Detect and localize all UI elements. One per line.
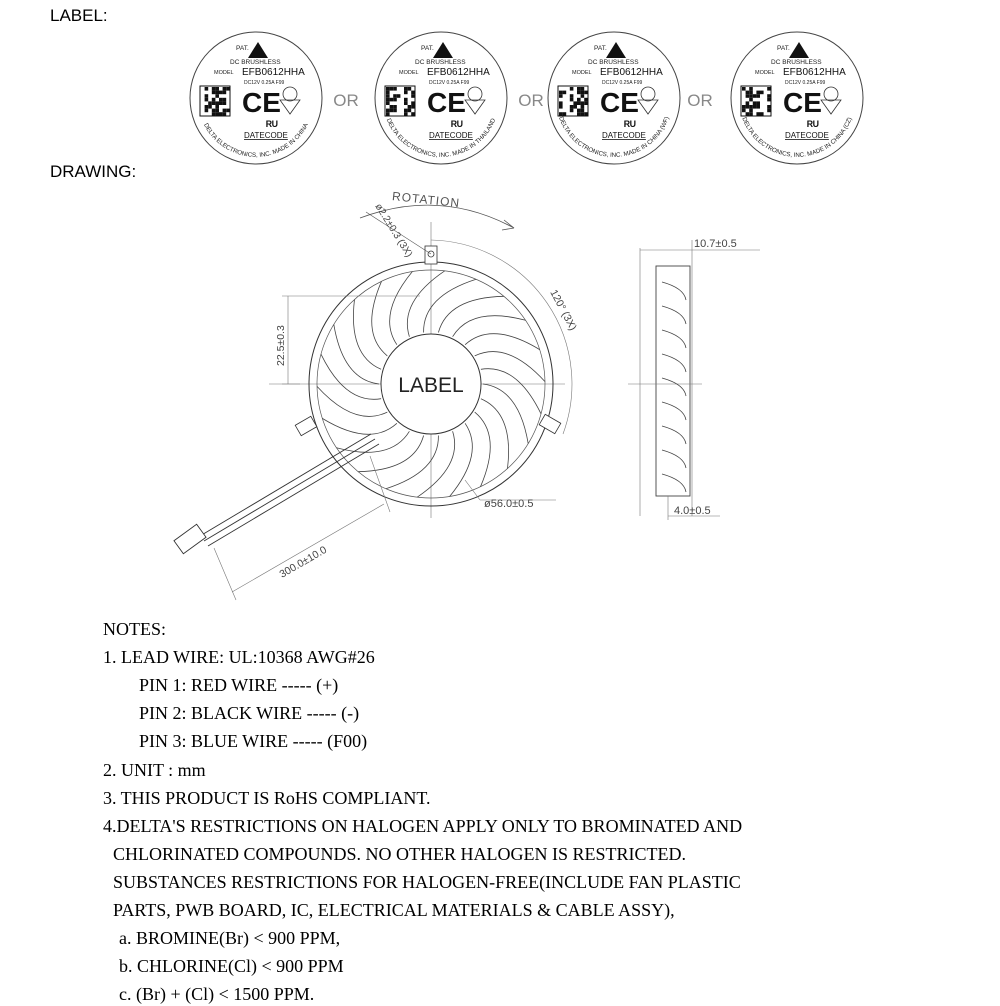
or-separator: OR bbox=[687, 91, 713, 110]
qr-module bbox=[563, 112, 567, 116]
label-section-title: LABEL: bbox=[50, 6, 108, 25]
dim-leader bbox=[465, 480, 480, 500]
wire-connector bbox=[174, 524, 206, 553]
qr-module bbox=[749, 98, 753, 102]
qr-module bbox=[749, 94, 753, 98]
label-model-prefix: MODEL bbox=[214, 70, 234, 76]
qr-module bbox=[573, 105, 577, 109]
label-variant bbox=[548, 32, 713, 164]
qr-module bbox=[746, 91, 750, 95]
label-rating: DC12V 0.25A F99 bbox=[244, 80, 285, 86]
qr-module bbox=[223, 101, 227, 105]
label-rating: DC12V 0.25A F99 bbox=[785, 80, 826, 86]
side-frame bbox=[656, 266, 690, 496]
qr-module bbox=[563, 91, 567, 95]
label-pat: PAT. bbox=[594, 45, 607, 52]
qr-module bbox=[584, 101, 588, 105]
qr-module bbox=[411, 112, 415, 116]
tuv-mark-icon bbox=[638, 100, 658, 114]
qr-module bbox=[205, 109, 209, 113]
lead-wire bbox=[200, 434, 371, 536]
qr-module bbox=[215, 94, 219, 98]
qr-module bbox=[219, 98, 223, 102]
qr-code-icon bbox=[385, 86, 415, 116]
qr-module bbox=[767, 98, 771, 102]
qr-module bbox=[559, 91, 563, 95]
note-line: 4.DELTA'S RESTRICTIONS ON HALOGEN APPLY ONLY TO BROMINATED AND bbox=[103, 816, 743, 836]
fan-blade bbox=[386, 436, 439, 489]
qr-code-icon bbox=[200, 86, 230, 116]
ce-mark-icon: CE bbox=[783, 87, 822, 118]
rotation-label: ROTATION bbox=[391, 189, 461, 211]
fan-blade bbox=[481, 399, 509, 469]
qr-module bbox=[584, 91, 588, 95]
qr-module bbox=[215, 91, 219, 95]
qr-module bbox=[408, 87, 412, 91]
label-type: DC BRUSHLESS bbox=[588, 59, 639, 66]
qr-module bbox=[404, 87, 408, 91]
qr-module bbox=[559, 94, 563, 98]
qr-module bbox=[215, 112, 219, 116]
qr-module bbox=[760, 91, 764, 95]
qr-module bbox=[386, 112, 390, 116]
label-datecode: DATECODE bbox=[244, 131, 288, 140]
diameter-dim-label: ø56.0±0.5 bbox=[484, 498, 534, 510]
qr-module bbox=[767, 109, 771, 113]
qr-module bbox=[205, 87, 209, 91]
note-line: 2. UNIT : mm bbox=[103, 760, 206, 780]
qr-module bbox=[577, 87, 581, 91]
qr-module bbox=[742, 109, 746, 113]
qr-module bbox=[215, 87, 219, 91]
qr-module bbox=[411, 105, 415, 109]
qr-module bbox=[760, 112, 764, 116]
vde-mark-icon bbox=[468, 87, 482, 101]
qr-code-icon bbox=[741, 86, 771, 116]
fan-blade bbox=[358, 436, 423, 472]
note-line: PARTS, PWB BOARD, IC, ELECTRICAL MATERIALS & CABLE ASSY), bbox=[113, 900, 675, 920]
qr-module bbox=[386, 94, 390, 98]
qr-module bbox=[390, 109, 394, 113]
ul-mark-icon: ᴿᵁ bbox=[624, 118, 636, 133]
ce-mark-icon: CE bbox=[600, 87, 639, 118]
qr-module bbox=[573, 101, 577, 105]
label-model-prefix: MODEL bbox=[399, 70, 419, 76]
note-line: CHLORINATED COMPOUNDS. NO OTHER HALOGEN IS RESTRICTED. bbox=[113, 844, 687, 864]
qr-module bbox=[411, 91, 415, 95]
label-variant bbox=[375, 32, 544, 164]
qr-module bbox=[570, 94, 574, 98]
tuv-mark-icon bbox=[465, 100, 485, 114]
dim-ext-line bbox=[370, 456, 390, 512]
qr-module bbox=[753, 105, 757, 109]
qr-module bbox=[756, 101, 760, 105]
tuv-mark-icon bbox=[280, 100, 300, 114]
qr-module bbox=[756, 112, 760, 116]
thickness-dim-label: 10.7±0.5 bbox=[694, 238, 737, 250]
fan-blade bbox=[475, 352, 545, 382]
note-line: a. BROMINE(Br) < 900 PPM, bbox=[119, 928, 341, 948]
qr-module bbox=[411, 94, 415, 98]
qr-module bbox=[223, 109, 227, 113]
qr-module bbox=[404, 91, 408, 95]
qr-module bbox=[223, 91, 227, 95]
vde-mark-icon bbox=[824, 87, 838, 101]
note-line: SUBSTANCES RESTRICTIONS FOR HALOGEN-FREE(INCLUDE FAN PLASTIC bbox=[113, 872, 741, 892]
label-rating: DC12V 0.25A F99 bbox=[429, 80, 470, 86]
note-line: PIN 2: BLACK WIRE ----- (-) bbox=[139, 703, 360, 723]
fan-side-view bbox=[628, 238, 760, 520]
qr-module bbox=[746, 94, 750, 98]
ul-mark-icon: ᴿᵁ bbox=[807, 118, 819, 133]
fan-blade bbox=[417, 431, 454, 497]
fan-blade bbox=[465, 334, 540, 350]
label-model-prefix: MODEL bbox=[755, 70, 775, 76]
delta-logo-icon bbox=[433, 42, 453, 58]
qr-module bbox=[393, 87, 397, 91]
qr-code-icon bbox=[558, 86, 588, 116]
qr-module bbox=[756, 94, 760, 98]
lead-wire bbox=[208, 444, 379, 546]
qr-module bbox=[212, 98, 216, 102]
qr-module bbox=[393, 98, 397, 102]
delta-logo-icon bbox=[248, 42, 268, 58]
qr-module bbox=[226, 87, 230, 91]
qr-module bbox=[767, 105, 771, 109]
qr-module bbox=[756, 105, 760, 109]
qr-module bbox=[584, 98, 588, 102]
qr-module bbox=[408, 105, 412, 109]
label-origin-text: DELTA ELECTRONICS, INC. MADE IN CHINA (CZ) bbox=[740, 116, 854, 159]
qr-module bbox=[215, 101, 219, 105]
qr-module bbox=[577, 112, 581, 116]
or-separator: OR bbox=[333, 91, 359, 110]
qr-module bbox=[393, 109, 397, 113]
qr-module bbox=[581, 101, 585, 105]
fan-blade bbox=[372, 281, 388, 356]
qr-module bbox=[749, 112, 753, 116]
fan-front-view bbox=[174, 189, 579, 600]
qr-module bbox=[570, 98, 574, 102]
fan-blade bbox=[438, 296, 503, 332]
qr-module bbox=[223, 112, 227, 116]
label-variant bbox=[731, 32, 863, 164]
fan-blade bbox=[390, 272, 413, 345]
label-origin bbox=[202, 121, 310, 159]
qr-module bbox=[215, 105, 219, 109]
label-variants bbox=[190, 32, 863, 164]
qr-module bbox=[219, 91, 223, 95]
or-separator: OR bbox=[518, 91, 544, 110]
notes-title: NOTES: bbox=[103, 619, 166, 639]
fan-blade bbox=[317, 386, 387, 416]
qr-module bbox=[386, 101, 390, 105]
note-line: c. (Br) + (Cl) < 1500 PPM. bbox=[119, 984, 315, 1004]
qr-module bbox=[559, 112, 563, 116]
vde-mark-icon bbox=[641, 87, 655, 101]
qr-module bbox=[393, 94, 397, 98]
qr-module bbox=[581, 91, 585, 95]
qr-module bbox=[212, 109, 216, 113]
label-type: DC BRUSHLESS bbox=[230, 59, 281, 66]
label-datecode: DATECODE bbox=[429, 131, 473, 140]
offset-dim-label: 22.5±0.3 bbox=[275, 325, 287, 366]
qr-module bbox=[559, 101, 563, 105]
qr-module bbox=[205, 94, 209, 98]
qr-module bbox=[386, 109, 390, 113]
mount-tab bbox=[539, 414, 561, 433]
label-model: EFB0612HHA bbox=[242, 67, 305, 78]
qr-module bbox=[408, 109, 412, 113]
ce-mark-icon: CE bbox=[242, 87, 281, 118]
delta-logo-icon bbox=[789, 42, 809, 58]
tuv-mark-icon bbox=[821, 100, 841, 114]
qr-module bbox=[753, 94, 757, 98]
qr-module bbox=[411, 101, 415, 105]
label-rating: DC12V 0.25A F99 bbox=[602, 80, 643, 86]
ul-mark-icon: ᴿᵁ bbox=[266, 118, 278, 133]
wire-dim-label: 300.0±10.0 bbox=[277, 543, 329, 581]
fan-blade bbox=[321, 354, 381, 399]
qr-module bbox=[749, 91, 753, 95]
label-model: EFB0612HHA bbox=[427, 67, 490, 78]
qr-module bbox=[581, 109, 585, 113]
qr-module bbox=[570, 105, 574, 109]
hub-thickness-dim-label: 4.0±0.5 bbox=[674, 505, 711, 517]
qr-module bbox=[219, 101, 223, 105]
label-model: EFB0612HHA bbox=[783, 67, 846, 78]
label-model: EFB0612HHA bbox=[600, 67, 663, 78]
qr-module bbox=[208, 101, 212, 105]
qr-module bbox=[577, 91, 581, 95]
qr-module bbox=[404, 112, 408, 116]
qr-module bbox=[570, 87, 574, 91]
qr-module bbox=[219, 112, 223, 116]
qr-module bbox=[404, 98, 408, 102]
qr-module bbox=[581, 94, 585, 98]
fan-blade bbox=[483, 384, 528, 444]
qr-module bbox=[577, 101, 581, 105]
qr-module bbox=[393, 105, 397, 109]
qr-module bbox=[386, 91, 390, 95]
label-variant bbox=[190, 32, 359, 164]
qr-module bbox=[205, 98, 209, 102]
qr-module bbox=[208, 105, 212, 109]
delta-logo-icon bbox=[606, 42, 626, 58]
label-pat: PAT. bbox=[421, 45, 434, 52]
qr-module bbox=[584, 112, 588, 116]
label-type: DC BRUSHLESS bbox=[415, 59, 466, 66]
note-line: b. CHLORINE(Cl) < 900 PPM bbox=[119, 956, 344, 976]
label-datecode: DATECODE bbox=[602, 131, 646, 140]
fan-blade bbox=[407, 271, 444, 337]
mount-tab bbox=[425, 246, 437, 264]
fan-blade bbox=[424, 279, 477, 332]
ce-mark-icon: CE bbox=[427, 87, 466, 118]
qr-module bbox=[581, 105, 585, 109]
qr-module bbox=[404, 101, 408, 105]
qr-module bbox=[767, 94, 771, 98]
qr-module bbox=[215, 109, 219, 113]
note-line: 1. LEAD WIRE: UL:10368 AWG#26 bbox=[103, 647, 375, 667]
qr-module bbox=[746, 105, 750, 109]
qr-module bbox=[581, 87, 585, 91]
qr-module bbox=[212, 101, 216, 105]
qr-module bbox=[212, 112, 216, 116]
mount-tab bbox=[295, 416, 317, 435]
fan-blade bbox=[353, 299, 381, 369]
hole-dim-label: ø2.2±0.3 (3X) bbox=[372, 201, 415, 260]
qr-module bbox=[581, 112, 585, 116]
angle-dim-label: 120° (3X) bbox=[547, 287, 579, 333]
qr-module bbox=[749, 87, 753, 91]
note-line: PIN 3: BLUE WIRE ----- (F00) bbox=[139, 731, 368, 751]
label-origin-text: DELTA ELECTRONICS, INC. MADE IN CHINA bbox=[202, 122, 310, 159]
qr-module bbox=[559, 105, 563, 109]
vde-mark-icon bbox=[283, 87, 297, 101]
qr-module bbox=[212, 91, 216, 95]
qr-module bbox=[753, 101, 757, 105]
qr-module bbox=[386, 87, 390, 91]
qr-module bbox=[390, 105, 394, 109]
qr-module bbox=[390, 98, 394, 102]
label-datecode: DATECODE bbox=[785, 131, 829, 140]
fan-blade bbox=[322, 418, 397, 434]
qr-module bbox=[570, 109, 574, 113]
label-origin-text: DELTA ELECTRONICS, INC. MADE IN CHINA (WF) bbox=[557, 115, 671, 159]
qr-module bbox=[404, 109, 408, 113]
label-origin-text: DELTA ELECTRONICS, INC. MADE IN THAILAND bbox=[384, 117, 498, 159]
label-pat: PAT. bbox=[777, 45, 790, 52]
qr-module bbox=[226, 109, 230, 113]
qr-module bbox=[742, 87, 746, 91]
label-model-prefix: MODEL bbox=[572, 70, 592, 76]
label-pat: PAT. bbox=[236, 45, 249, 52]
qr-module bbox=[577, 98, 581, 102]
qr-module bbox=[742, 105, 746, 109]
qr-module bbox=[746, 112, 750, 116]
qr-module bbox=[390, 87, 394, 91]
note-line: PIN 1: RED WIRE ----- (+) bbox=[139, 675, 339, 695]
label-type: DC BRUSHLESS bbox=[771, 59, 822, 66]
fan-blade bbox=[334, 324, 379, 384]
qr-module bbox=[223, 87, 227, 91]
qr-module bbox=[205, 105, 209, 109]
fan-blade bbox=[481, 369, 541, 414]
qr-module bbox=[223, 98, 227, 102]
qr-module bbox=[386, 98, 390, 102]
drawing-section-title: DRAWING: bbox=[50, 162, 137, 181]
qr-module bbox=[749, 105, 753, 109]
note-line: 3. THIS PRODUCT IS RoHS COMPLIANT. bbox=[103, 788, 431, 808]
qr-module bbox=[212, 87, 216, 91]
qr-module bbox=[749, 109, 753, 113]
qr-module bbox=[577, 109, 581, 113]
ul-mark-icon: ᴿᵁ bbox=[451, 118, 463, 133]
dim-ext-line bbox=[214, 548, 236, 600]
lead-wire bbox=[204, 439, 375, 541]
dim-line bbox=[232, 504, 384, 592]
qr-module bbox=[767, 87, 771, 91]
qr-module bbox=[756, 91, 760, 95]
qr-module bbox=[397, 94, 401, 98]
fan-blade bbox=[475, 412, 491, 487]
hub-label: LABEL bbox=[398, 374, 464, 397]
qr-module bbox=[746, 101, 750, 105]
